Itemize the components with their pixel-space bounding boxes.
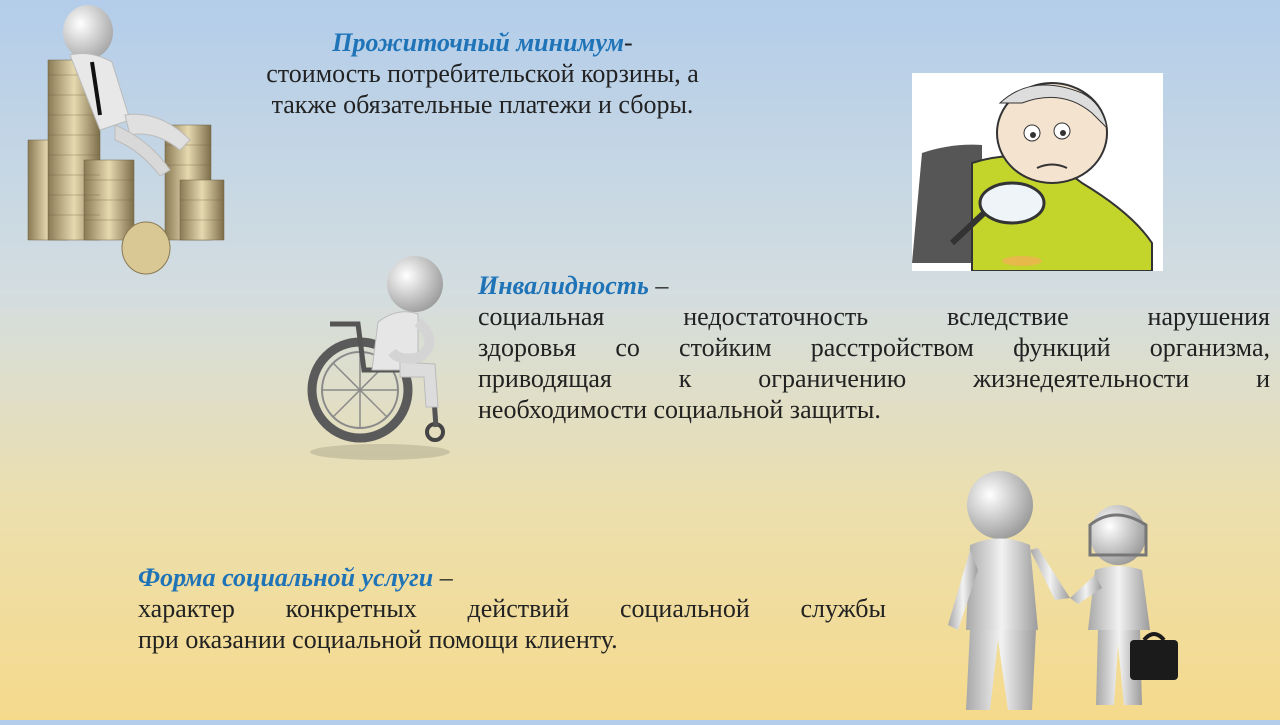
definition-line: при оказании социальной помощи клиенту. xyxy=(138,625,618,654)
definition-line: стоимость потребительской корзины, а xyxy=(266,59,699,88)
definition-disability xyxy=(478,270,1270,425)
term-dash: – xyxy=(648,271,669,300)
figure-on-coins-image xyxy=(20,0,230,280)
definition-line: также обязательные платежи и сборы. xyxy=(271,90,694,119)
definition-line: социальная недостаточность вследствие нарушения xyxy=(478,302,1270,331)
term-disability: Инвалидность xyxy=(478,271,649,300)
term-line xyxy=(478,270,1270,301)
term-subsistence-minimum: Прожиточный минимум xyxy=(332,28,625,57)
definition-line: приводящая к ограничению жизнедеятельности и xyxy=(478,364,1270,393)
term-line xyxy=(200,27,765,58)
worried-man-image xyxy=(912,73,1163,271)
term-social-service-form: Форма социальной услуги xyxy=(138,563,434,592)
term-dash: – xyxy=(433,563,453,592)
adult-child-figures-image xyxy=(930,470,1190,720)
term-dash: - xyxy=(624,28,633,57)
definition-subsistence-minimum xyxy=(200,27,765,120)
definition-line: здоровья со стойким расстройством функций организма, xyxy=(478,333,1270,362)
definition-social-service-form xyxy=(138,562,886,655)
definition-line: необходимости социальной защиты. xyxy=(478,395,881,424)
definition-line: характер конкретных действий социальной службы xyxy=(138,594,886,623)
term-line xyxy=(138,562,886,593)
wheelchair-figure-image xyxy=(300,252,460,467)
